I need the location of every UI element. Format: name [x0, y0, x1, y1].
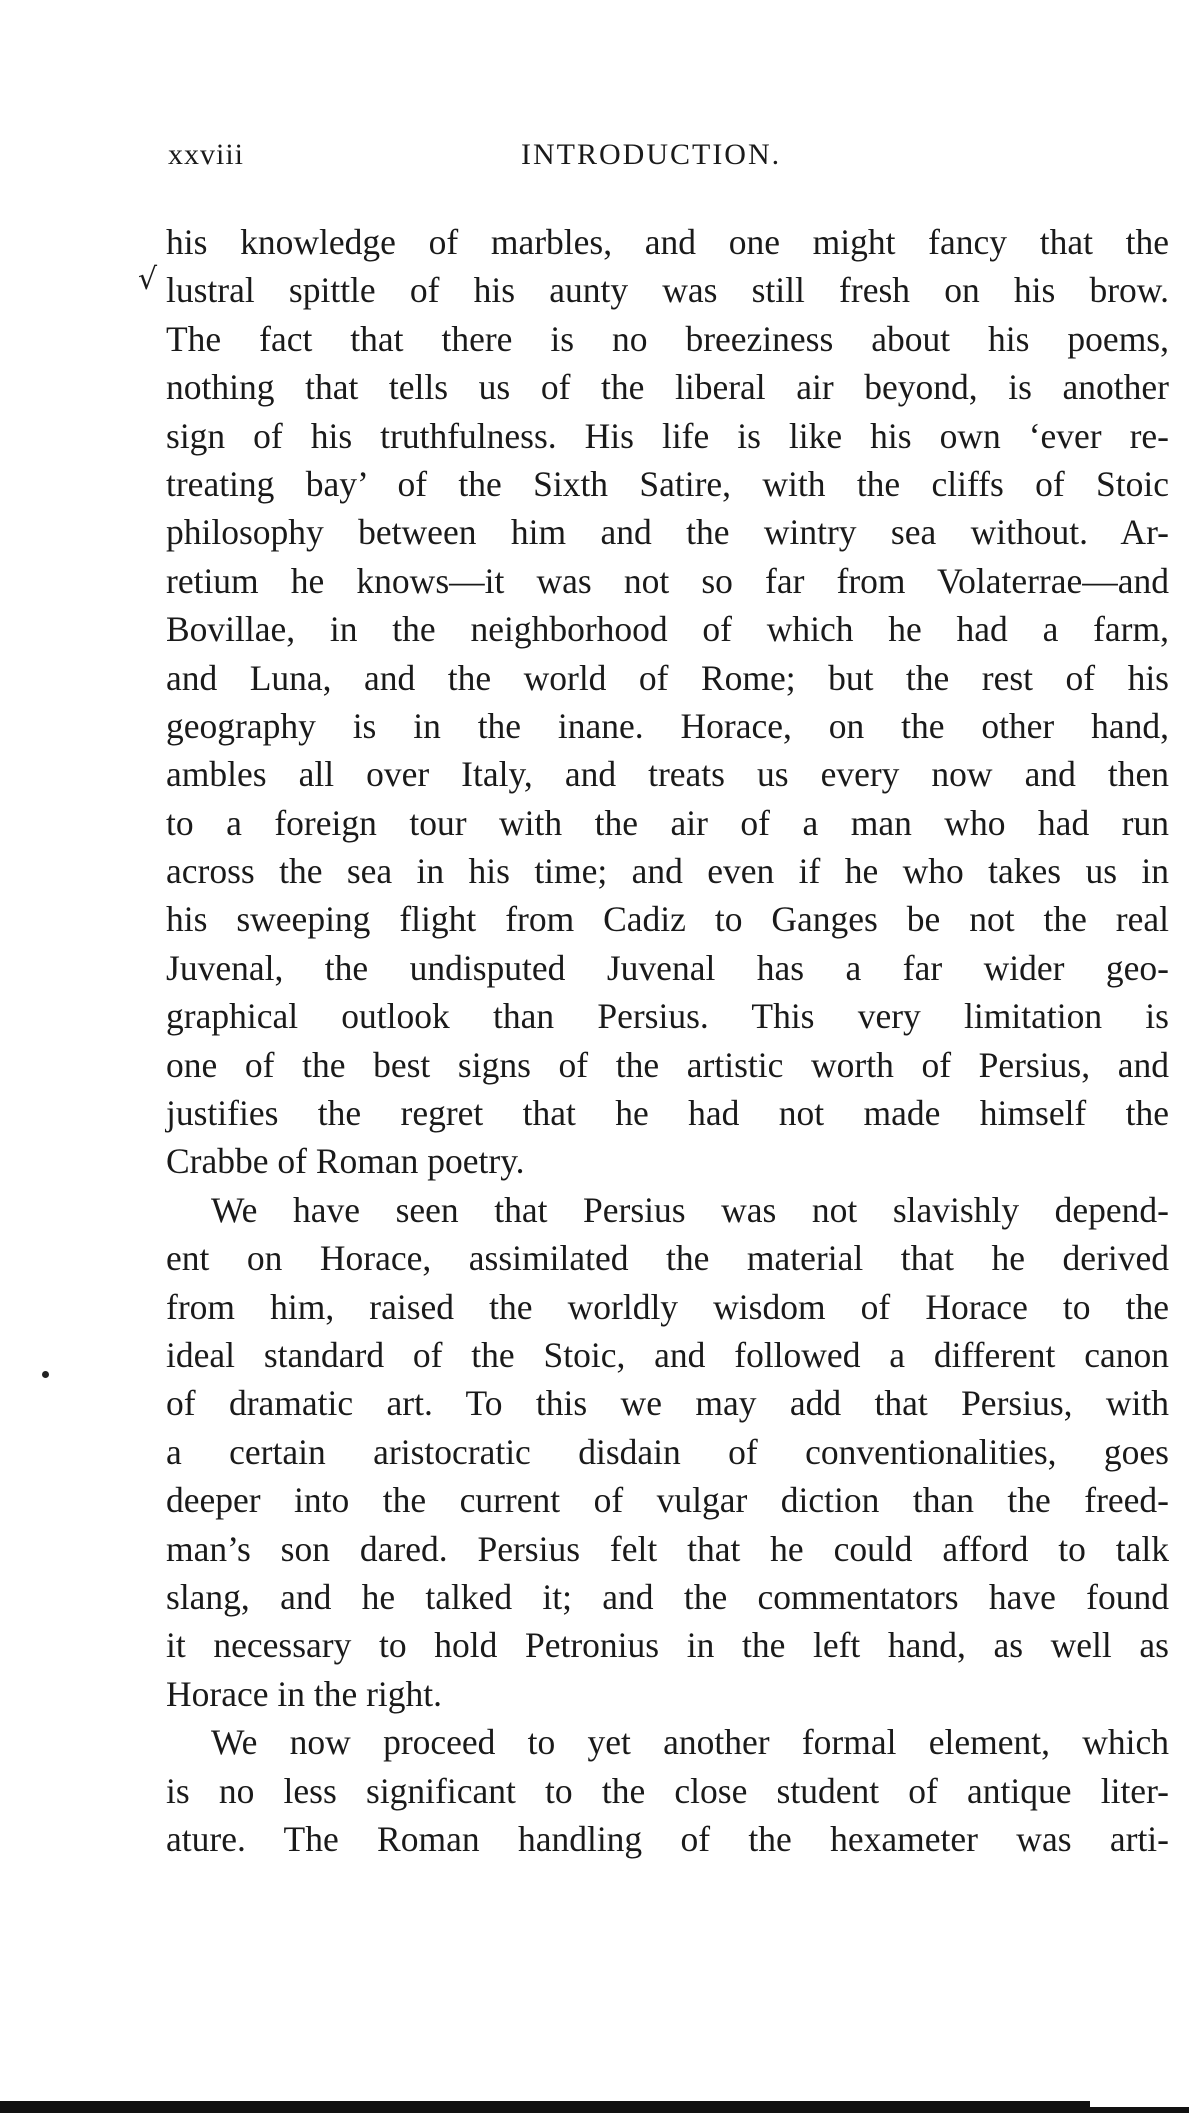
paragraph-3 [166, 1718, 1169, 1863]
text-line: to a foreign tour with the air of a man who had run [166, 802, 1169, 843]
text-line: retium he knows—it was not so far from Volaterrae—and [166, 560, 1169, 601]
page-bottom-rule [0, 2101, 1189, 2113]
text-line: ature. The Roman handling of the hexameter was arti- [166, 1818, 1169, 1859]
body-text [166, 218, 1169, 1863]
text-line: slang, and he talked it; and the commentators have found [166, 1576, 1169, 1617]
text-line: graphical outlook than Persius. This very limitation is [166, 996, 1169, 1037]
text-line: his sweeping flight from Cadiz to Ganges be not the real [166, 899, 1169, 940]
text-line: one of the best signs of the artistic worth of Persius, and [166, 1044, 1169, 1085]
text-line: man’s son dared. Persius felt that he could afford to talk [166, 1528, 1169, 1569]
text-line: ent on Horace, assimilated the material that he derived [166, 1238, 1169, 1279]
text-line: Crabbe of Roman poetry. [166, 1141, 525, 1182]
text-line: We have seen that Persius was not slavishly depend- [211, 1189, 1169, 1230]
text-line: deeper into the current of vulgar diction than the freed- [166, 1480, 1169, 1521]
text-line: justifies the regret that he had not made himself the [166, 1093, 1169, 1134]
paragraph-2 [166, 1186, 1169, 1718]
running-title: INTRODUCTION. [521, 138, 782, 171]
text-line: a certain aristocratic disdain of conventionalities, goes [166, 1431, 1169, 1472]
text-line: lustral spittle of his aunty was still fresh on his brow. [166, 270, 1169, 311]
text-line: it necessary to hold Petronius in the left hand, as well as [166, 1625, 1169, 1666]
text-line: The fact that there is no breeziness about his poems, [166, 318, 1169, 359]
check-mark-icon: √ [138, 262, 158, 297]
page-number: xxviii [168, 138, 245, 171]
text-line: sign of his truthfulness. His life is like his own ‘ever re- [166, 415, 1169, 456]
paragraph-1 [166, 218, 1169, 1186]
text-line: Bovillae, in the neighborhood of which he had a farm, [166, 609, 1169, 650]
text-line: ambles all over Italy, and treats us every now and then [166, 754, 1169, 795]
text-line: of dramatic art. To this we may add that Persius, with [166, 1383, 1169, 1424]
text-line: his knowledge of marbles, and one might fancy that the [166, 222, 1169, 262]
text-line: philosophy between him and the wintry sea without. Ar- [166, 512, 1169, 553]
running-head [168, 138, 1171, 178]
page-bottom-rule-notch [1090, 2101, 1189, 2107]
text-line: and Luna, and the world of Rome; but the rest of his [166, 657, 1169, 698]
text-line: Juvenal, the undisputed Juvenal has a far wider geo- [166, 947, 1169, 988]
text-line: ideal standard of the Stoic, and followed a different canon [166, 1334, 1169, 1375]
text-line: We now proceed to yet another formal element, which [211, 1722, 1169, 1763]
text-line: nothing that tells us of the liberal air beyond, is another [166, 367, 1169, 408]
text-line: is no less significant to the close student of antique liter- [166, 1770, 1169, 1811]
text-line: from him, raised the worldly wisdom of Horace to the [166, 1286, 1169, 1327]
text-line: across the sea in his time; and even if he who takes us in [166, 851, 1169, 892]
text-line: geography is in the inane. Horace, on the other hand, [166, 705, 1169, 746]
text-line: treating bay’ of the Sixth Satire, with the cliffs of Stoic [166, 463, 1169, 504]
margin-dot [42, 1371, 49, 1378]
text-line: Horace in the right. [166, 1673, 443, 1714]
